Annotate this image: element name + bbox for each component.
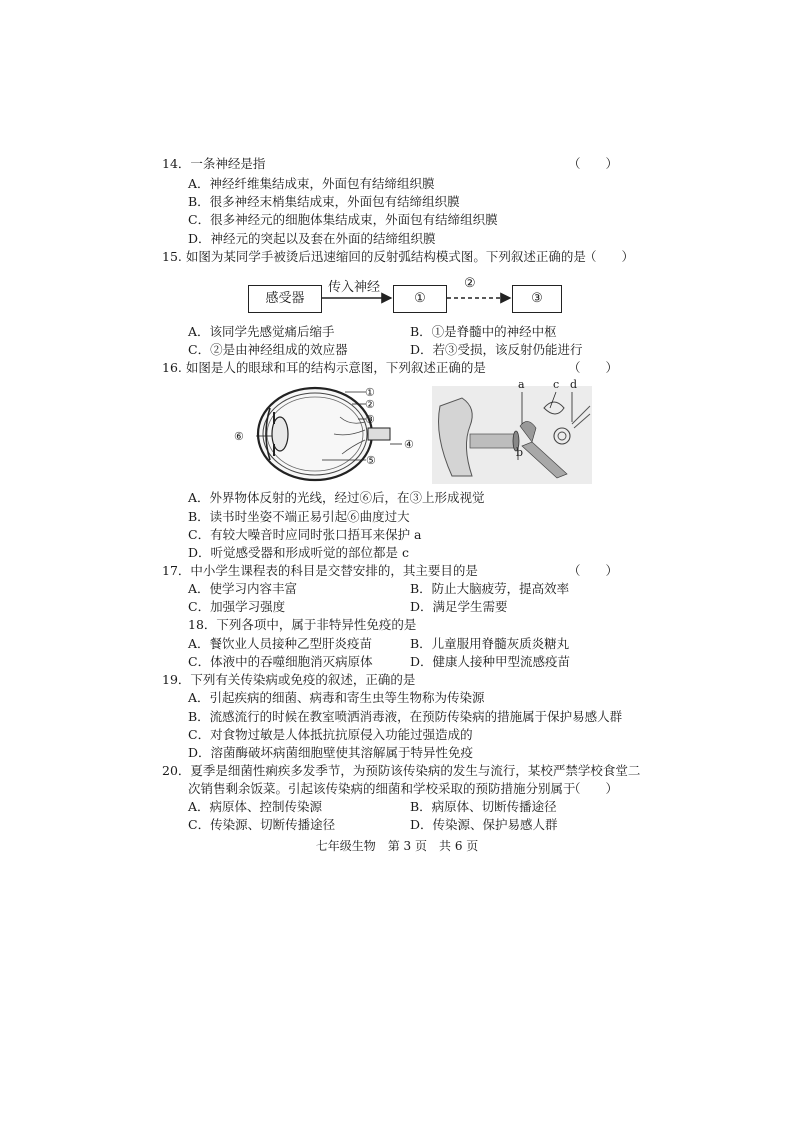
q19-option-a: A．引起疾病的细菌、病毒和寄生虫等生物称为传染源 bbox=[188, 690, 485, 705]
q19-option-c: C．对食物过敏是人体抵抗抗原侵入功能过强造成的 bbox=[188, 727, 473, 742]
q20-option-b: B．病原体、切断传播途径 bbox=[410, 799, 557, 814]
q20-answer-paren: （ ） bbox=[568, 781, 619, 796]
q17-stem: 17．中小学生课程表的科目是交替安排的，其主要目的是 bbox=[162, 563, 478, 578]
q18-option-b: B．儿童服用脊髓灰质炎糖丸 bbox=[410, 636, 570, 651]
q20-option-a: A．病原体、控制传染源 bbox=[188, 799, 323, 814]
effector-box: ③ bbox=[512, 285, 562, 313]
q17-option-a: A．使学习内容丰富 bbox=[188, 581, 298, 596]
ear-label-b: b bbox=[516, 446, 524, 459]
ear-label-a: a bbox=[518, 378, 525, 391]
q14-option-c: C．很多神经元的细胞体集结成束，外面包有结缔组织膜 bbox=[188, 212, 498, 227]
q15-stem: 15. 如图为某同学手被烫后迅速缩回的反射弧结构模式图。下列叙述正确的是 bbox=[162, 249, 586, 264]
eye-label-6: ⑥ bbox=[234, 430, 244, 443]
q16-answer-paren: （ ） bbox=[568, 360, 619, 375]
q17-option-d: D．满足学生需要 bbox=[410, 599, 508, 614]
q16-option-b: B．读书时坐姿不端正易引起⑥曲度过大 bbox=[188, 509, 410, 524]
ear-label-c: c bbox=[553, 378, 560, 391]
nerve-center-box: ① bbox=[393, 285, 447, 313]
q14-answer-paren: （ ） bbox=[568, 156, 619, 171]
q19-stem: 19．下列有关传染病或免疫的叙述，正确的是 bbox=[162, 672, 416, 687]
q14-stem: 14．一条神经是指 bbox=[162, 156, 266, 171]
q15-option-b: B．①是脊髓中的神经中枢 bbox=[410, 324, 557, 339]
q15-option-c: C．②是由神经组成的效应器 bbox=[188, 342, 348, 357]
eyeball-diagram bbox=[230, 382, 420, 487]
afferent-nerve-label: 传入神经 bbox=[328, 280, 381, 295]
q18-stem: 18．下列各项中，属于非特异性免疫的是 bbox=[188, 617, 417, 632]
q18-option-a: A．餐饮业人员接种乙型肝炎疫苗 bbox=[188, 636, 373, 651]
q18-option-c: C．体液中的吞噬细胞消灭病原体 bbox=[188, 654, 373, 669]
q20-stem-line-1: 20．夏季是细菌性痢疾多发季节，为预防该传染病的发生与流行，某校严禁学校食堂二 bbox=[162, 763, 641, 778]
q16-option-a: A．外界物体反射的光线，经过⑥后，在③上形成视觉 bbox=[188, 490, 485, 505]
ear-diagram bbox=[432, 386, 592, 484]
q16-option-c: C．有较大噪音时应同时张口捂耳来保护 a bbox=[188, 527, 422, 542]
eye-label-2: ② bbox=[365, 398, 375, 411]
q14-option-a: A．神经纤维集结成束，外面包有结缔组织膜 bbox=[188, 176, 435, 191]
q16-stem: 16. 如图是人的眼球和耳的结构示意图，下列叙述正确的是 bbox=[162, 360, 486, 375]
q15-answer-paren: （ ） bbox=[584, 249, 635, 264]
ear-label-d: d bbox=[570, 378, 578, 391]
q15-option-d: D．若③受损，该反射仍能进行 bbox=[410, 342, 583, 357]
q17-option-b: B．防止大脑疲劳，提高效率 bbox=[410, 581, 570, 596]
q16-option-d: D．听觉感受器和形成听觉的部位都是 c bbox=[188, 545, 409, 560]
q19-option-b: B．流感流行的时候在教室喷洒消毒液，在预防传染病的措施属于保护易感人群 bbox=[188, 709, 623, 724]
eye-label-4: ④ bbox=[404, 438, 414, 451]
eye-label-1: ① bbox=[365, 386, 375, 399]
q17-answer-paren: （ ） bbox=[568, 563, 619, 578]
page-footer: 七年级生物 第 3 页 共 6 页 bbox=[315, 839, 479, 853]
eye-label-3: ③ bbox=[365, 413, 375, 426]
reflex-arc-arrows bbox=[0, 0, 794, 340]
receptor-box: 感受器 bbox=[248, 285, 322, 313]
q19-option-d: D．溶菌酶破坏病菌细胞壁使其溶解属于特异性免疫 bbox=[188, 745, 474, 760]
eye-label-5: ⑤ bbox=[366, 454, 376, 467]
q14-option-b: B．很多神经末梢集结成束，外面包有结缔组织膜 bbox=[188, 194, 460, 209]
q18-option-d: D．健康人接种甲型流感疫苗 bbox=[410, 654, 571, 669]
q17-option-c: C．加强学习强度 bbox=[188, 599, 286, 614]
q20-option-c: C．传染源、切断传播途径 bbox=[188, 817, 336, 832]
q20-stem-line-2: 次销售剩余饭菜。引起该传染病的细菌和学校采取的预防措施分别属于 bbox=[188, 781, 576, 796]
efferent-nerve-label: ② bbox=[464, 276, 476, 291]
q14-option-d: D．神经元的突起以及套在外面的结缔组织膜 bbox=[188, 231, 436, 246]
q15-option-a: A．该同学先感觉痛后缩手 bbox=[188, 324, 335, 339]
q20-option-d: D．传染源、保护易感人群 bbox=[410, 817, 558, 832]
